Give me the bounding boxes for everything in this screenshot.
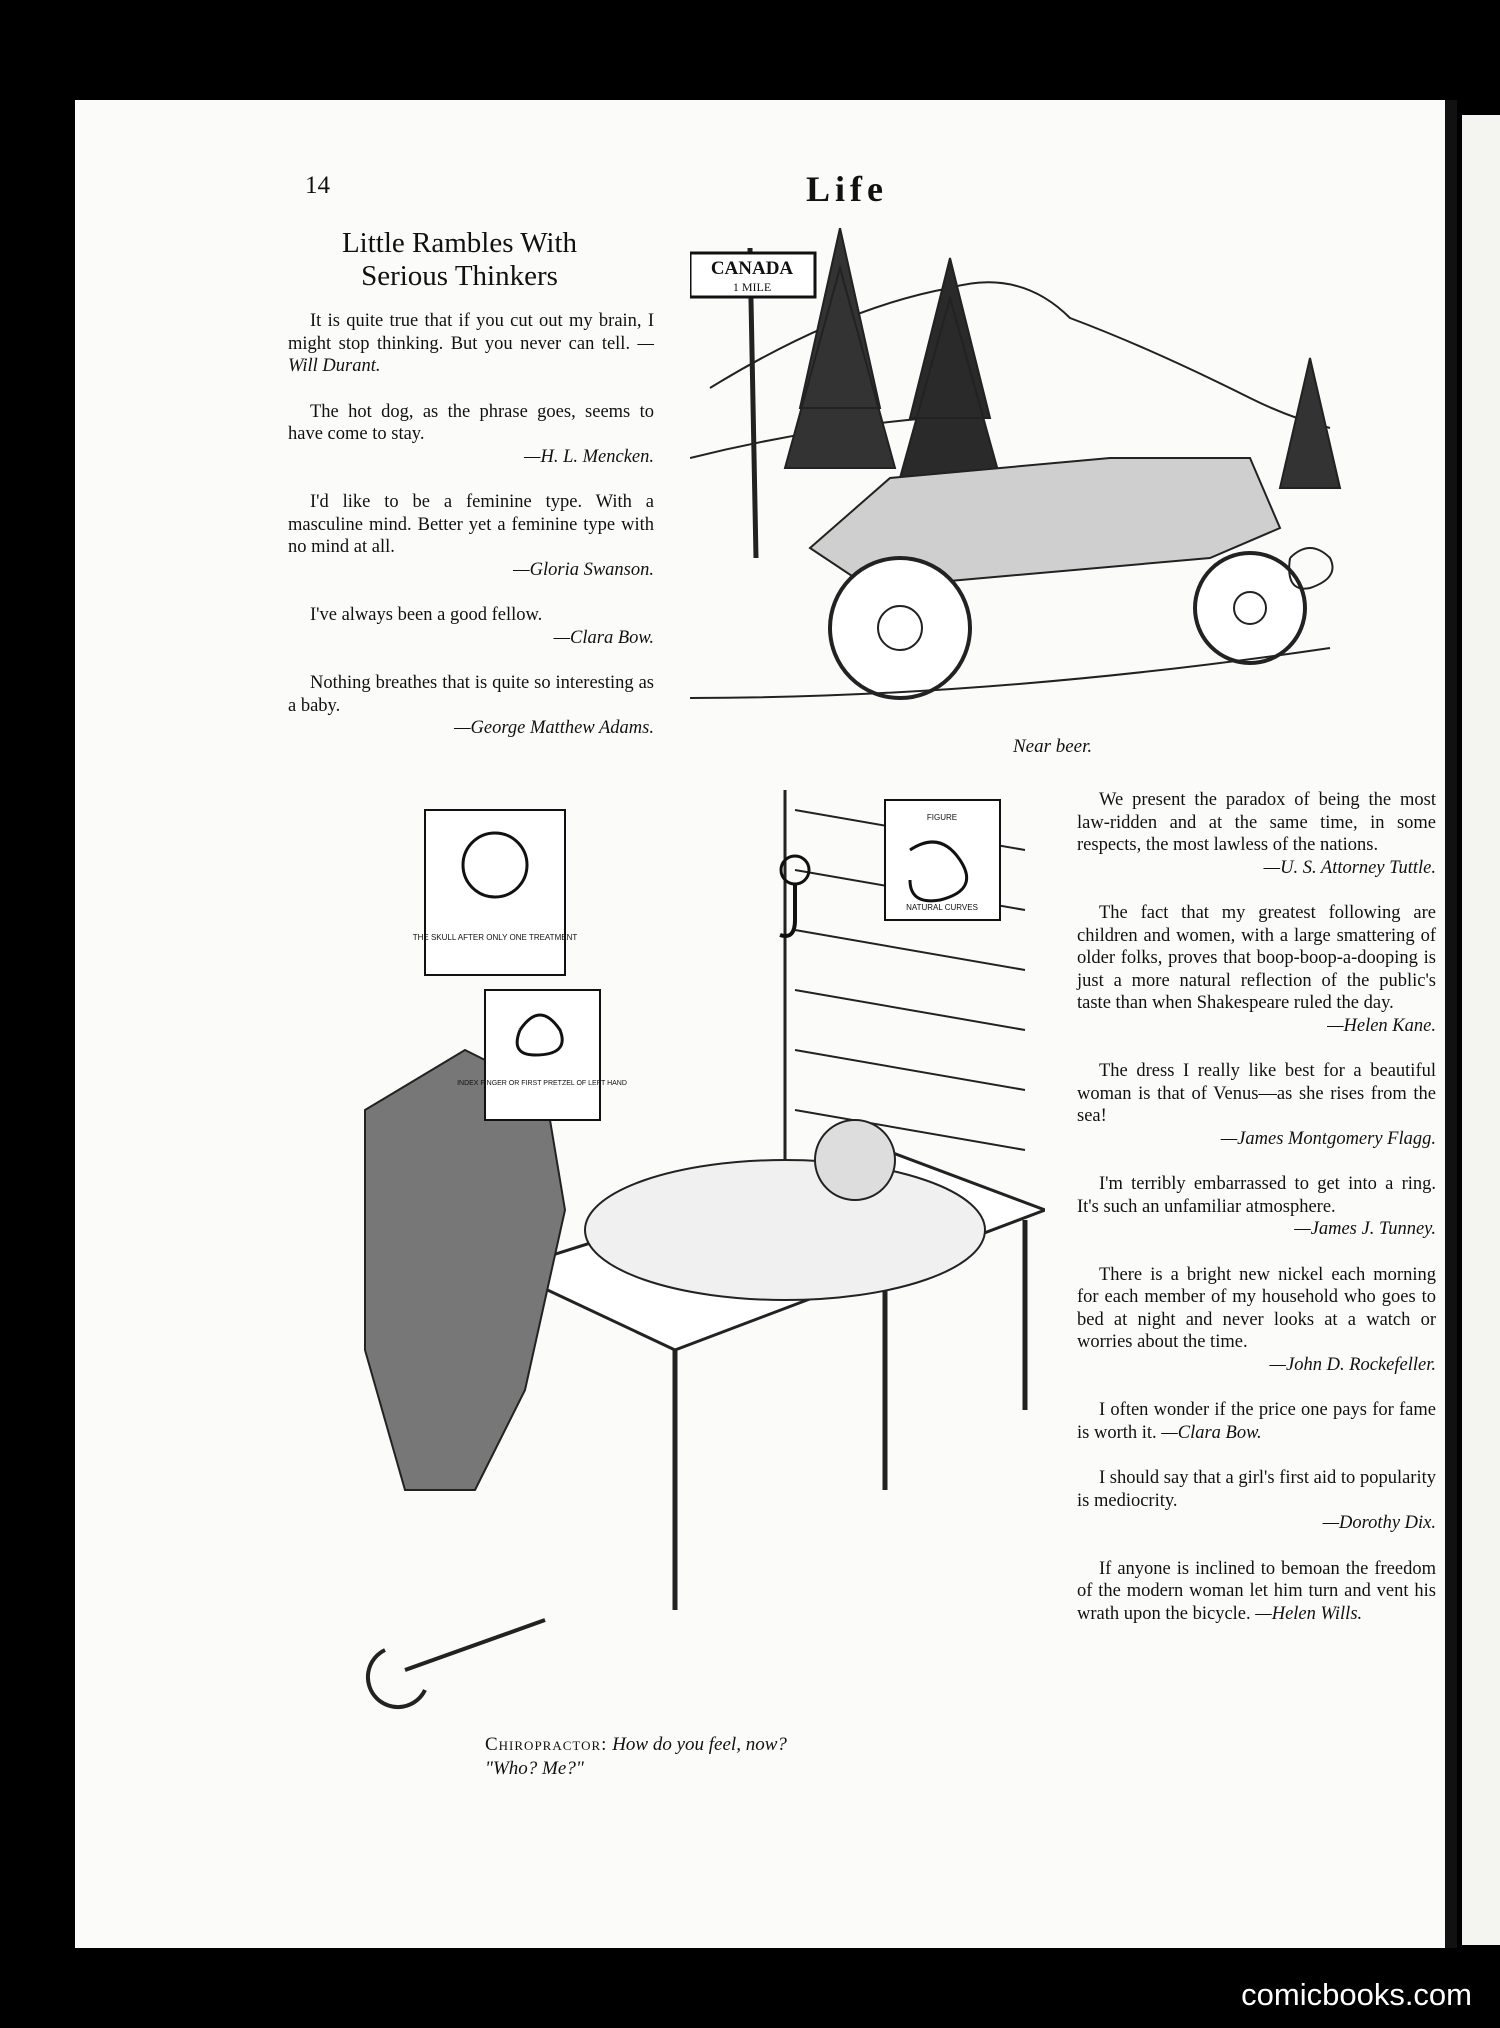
poster-skull <box>413 810 578 975</box>
quote-author: —Clara Bow. <box>553 627 654 648</box>
near-beer-cartoon <box>690 228 1350 728</box>
quote-block <box>1077 1467 1436 1535</box>
floor-mallet <box>368 1620 545 1707</box>
poster-curves <box>885 800 1000 920</box>
left-quote-column <box>288 310 654 763</box>
caption-line2: "Who? Me?" <box>485 1758 584 1779</box>
quote-text: The hot dog, as the phrase goes, seems to have come to stay. <box>288 401 654 444</box>
page-edge-shadow <box>1445 100 1457 1948</box>
quote-author: —H. L. Mencken. <box>524 446 654 467</box>
quote-text: If anyone is inclined to bemoan the freedom of the modern woman let him turn and vent his wrath upon the bicycle. <box>1077 1558 1436 1624</box>
quote-author: —Will Durant. <box>288 333 654 376</box>
quote-block <box>288 401 654 469</box>
quote-author: —Clara Bow. <box>1161 1422 1262 1443</box>
quote-block <box>288 310 654 378</box>
caption-speaker: Chiropractor: <box>485 1734 608 1755</box>
magazine-masthead: Life <box>806 169 888 209</box>
caption-line1: How do you feel, now? <box>612 1734 787 1755</box>
quote-text: Nothing breathes that is quite so interesting as a baby. <box>288 673 654 716</box>
near-beer-caption: Near beer. <box>1013 736 1093 757</box>
tree-right <box>1280 358 1340 488</box>
quote-text: We present the paradox of being the most law-ridden and at the same time, in some respects, the most lawless of the nations. <box>1077 790 1436 855</box>
quote-text: It is quite true that if you cut out my brain, I might stop thinking. But you never can tell. <box>288 311 654 354</box>
article-title-line2: Serious Thinkers <box>361 260 558 292</box>
article-title-line1: Little Rambles With <box>341 227 578 259</box>
poster-finger-text: INDEX FINGER OR FIRST PRETZEL OF LEFT HAND <box>457 1080 627 1087</box>
quote-author: —George Matthew Adams. <box>454 718 654 738</box>
quote-block <box>288 491 654 581</box>
quote-text: I'd like to be a feminine type. With a masculine mind. Better yet a feminine type with no mind at all. <box>288 492 654 557</box>
quote-author: —Gloria Swanson. <box>513 559 654 580</box>
tree-mid <box>900 258 1000 478</box>
quote-block <box>1077 1558 1436 1626</box>
quote-block <box>1077 1060 1436 1150</box>
sign-line1: CANADA <box>710 258 794 279</box>
quote-text: The dress I really like best for a beautiful woman is that of Venus—as she rises from the sea! <box>1077 1061 1436 1126</box>
poster-skull-text: THE SKULL AFTER ONLY ONE TREATMENT <box>412 933 578 942</box>
quote-author: —Dorothy Dix. <box>1322 1513 1436 1533</box>
canada-sign <box>690 253 815 297</box>
quote-block <box>1077 789 1436 879</box>
quote-text: There is a bright new nickel each morning for each member of my household who goes to bed at night and never looks at a watch or worries about the time. <box>1077 1264 1436 1352</box>
quote-text: I'm terribly embarrassed to get into a ring. It's such an unfamiliar atmosphere. <box>1077 1174 1436 1217</box>
quote-author: —U. S. Attorney Tuttle. <box>1263 857 1436 878</box>
poster-curves-text: NATURAL CURVES <box>906 903 978 912</box>
quote-block <box>1077 902 1436 1037</box>
patient-body <box>585 1160 985 1300</box>
quote-text: I often wonder if the price one pays for fame is worth it. <box>1077 1400 1436 1443</box>
chiropractor-cartoon <box>325 790 1045 1725</box>
page-number: 14 <box>305 172 330 199</box>
quote-text: The fact that my greatest following are children and women, with a large smattering of older folks, proves that boop-boop-a-dooping is just a more natural reflection of the public's taste than when Shakespeare ruled the day. <box>1077 903 1436 1013</box>
quote-block <box>288 672 654 740</box>
quote-block <box>288 604 654 649</box>
site-watermark: comicbooks.com <box>1241 1977 1472 2012</box>
quote-author: —Helen Wills. <box>1255 1603 1363 1624</box>
sign-line2: 1 MILE <box>732 280 772 294</box>
quote-author: —Helen Kane. <box>1327 1015 1436 1036</box>
quote-author: —John D. Rockefeller. <box>1269 1354 1436 1375</box>
quote-text: I should say that a girl's first aid to popularity is mediocrity. <box>1077 1468 1436 1511</box>
quote-text: I've always been a good fellow. <box>310 605 543 625</box>
quote-block <box>1077 1173 1436 1241</box>
article-title <box>292 227 627 293</box>
chiropractor-caption <box>485 1733 787 1781</box>
quote-block <box>1077 1399 1436 1444</box>
patient-head <box>815 1120 895 1200</box>
quote-author: —James Montgomery Flagg. <box>1220 1128 1436 1149</box>
next-page-sliver <box>1462 115 1500 1945</box>
quote-block <box>1077 1264 1436 1377</box>
quote-author: —James J. Tunney. <box>1294 1219 1436 1239</box>
front-wheel <box>830 558 970 698</box>
right-quote-column <box>1077 789 1436 1648</box>
poster-figure-text: FIGURE <box>926 813 958 822</box>
